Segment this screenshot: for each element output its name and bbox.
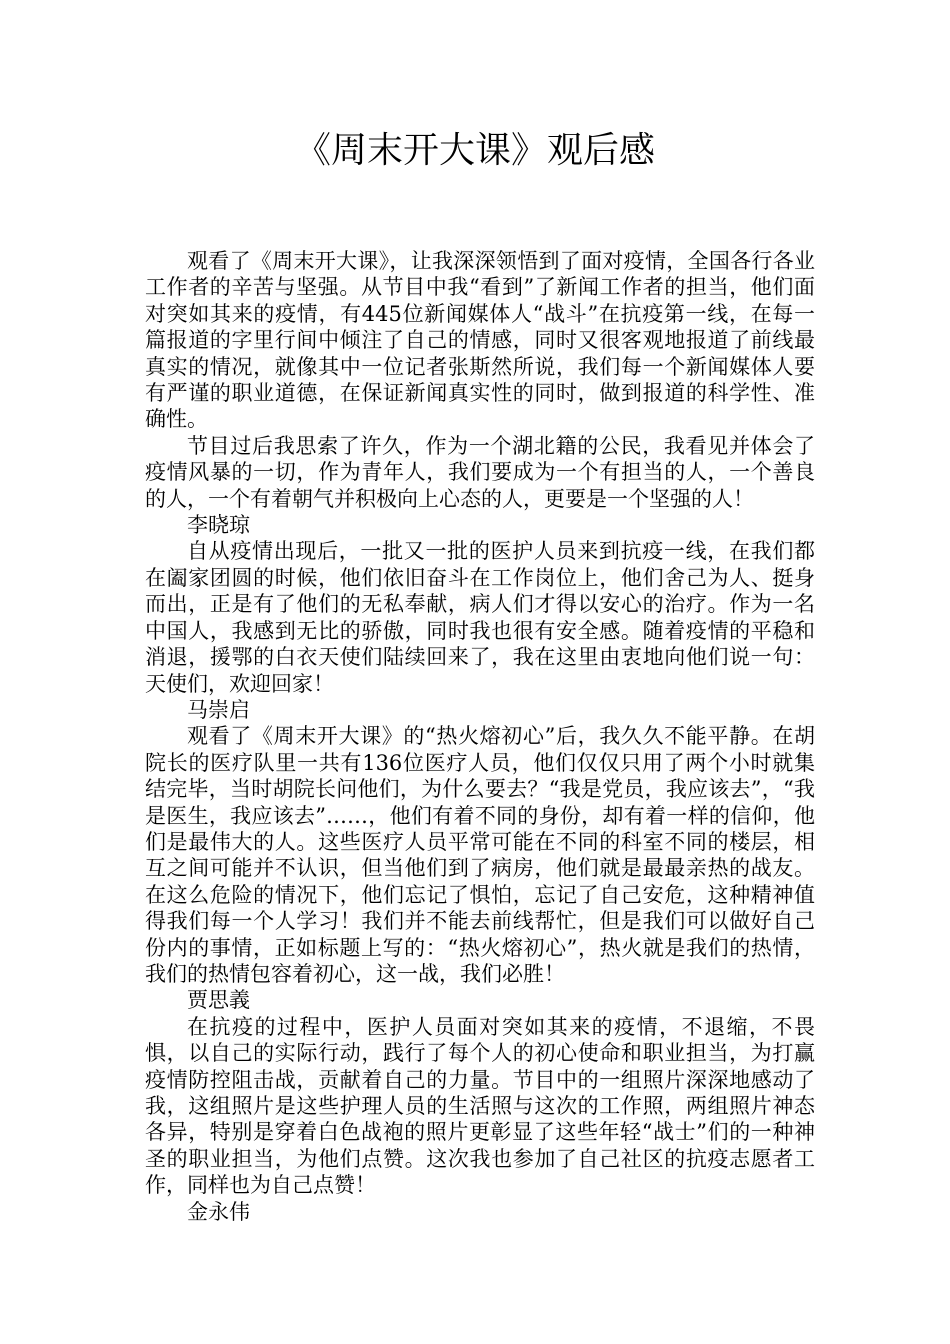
author-signature: 马崇启 (187, 697, 250, 722)
paragraph: 观看了《周末开大课》，让我深深领悟到了面对疫情，全国各行各业工作者的辛苦与坚强。从节目中我“看到”了新闻工作者的担当，他们面对突如其来的疫情，有445位新闻媒体人“战斗”在抗疫第一线，在每一篇报道的字里行间中倾注了自己的情感，同时又很客观地报道了前线最真实的情况，就像其中一位记者张斯然所说，我们每一个新闻媒体人要有严谨的职业道德，在保证新闻真实性的同时，做到报道的科学性、准确性。 (145, 249, 815, 432)
paragraph: 自从疫情出现后，一批又一批的医护人员来到抗疫一线，在我们都在阖家团圆的时候，他们依旧奋斗在工作岗位上，他们舍己为人、挺身而出，正是有了他们的无私奉献，病人们才得以安心的治疗。作为一名中国人，我感到无比的骄傲，同时我也很有安全感。随着疫情的平稳和消退，援鄂的白衣天使们陆续回来了，我在这里由衷地向他们说一句：天使们，欢迎回家！ (145, 539, 815, 696)
author-signature: 贾思義 (187, 988, 250, 1013)
paragraph: 观看了《周末开大课》的“热火熔初心”后，我久久不能平静。在胡院长的医疗队里一共有136位医疗人员，他们仅仅只用了两个小时就集结完毕，当时胡院长问他们，为什么要去？“我是党员，我应该去”，“我是医生，我应该去”……，他们有着不同的身份，却有着一样的信仰，他们是最伟大的人。这些医疗人员平常可能在不同的科室不同的楼层，相互之间可能并不认识，但当他们到了病房，他们就是最最亲热的战友。在这么危险的情况下，他们忘记了惧怕，忘记了自己安危，这种精神值得我们每一个人学习！我们并不能去前线帮忙，但是我们可以做好自己份内的事情，正如标题上写的：“热火熔初心”，热火就是我们的热情，我们的热情包容着初心，这一战，我们必胜！ (145, 724, 815, 986)
paragraph: 节目过后我思索了许久，作为一个湖北籍的公民，我看见并体会了疫情风暴的一切，作为青年人，我们要成为一个有担当的人，一个善良的人，一个有着朝气并积极向上心态的人，更要是一个坚强的人！ (145, 433, 815, 511)
author-signature: 李晓琼 (187, 513, 250, 538)
document-body (145, 248, 815, 1225)
paragraph: 在抗疫的过程中，医护人员面对突如其来的疫情，不退缩，不畏惧，以自己的实际行动，践行了每个人的初心使命和职业担当，为打赢疫情防控阻击战，贡献着自己的力量。节目中的一组照片深深地感动了我，这组照片是这些护理人员的生活照与这次的工作照，两组照片神态各异，特别是穿着白色战袍的照片更彰显了这些年轻“战士”们的一种神圣的职业担当，为他们点赞。这次我也参加了自己社区的抗疫志愿者工作，同样也为自己点赞！ (145, 1014, 815, 1198)
page-title: 《周末开大课》观后感 (294, 130, 655, 171)
author-signature: 金永伟 (187, 1199, 250, 1224)
